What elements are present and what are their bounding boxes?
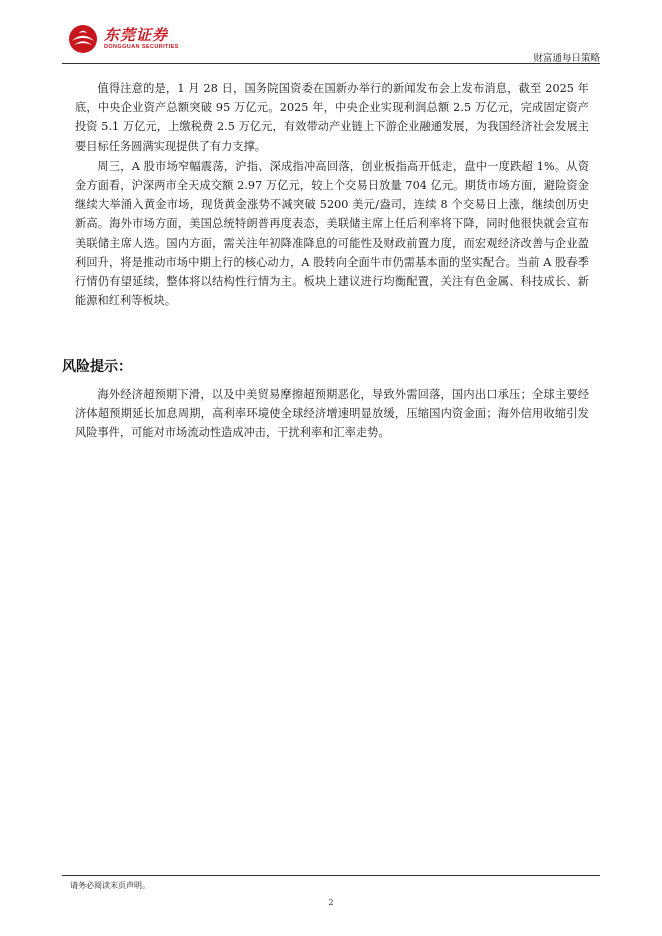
footer-divider — [62, 875, 600, 876]
risk-section-body — [75, 385, 589, 444]
logo-chinese-name: 东莞证券 — [104, 26, 169, 44]
report-title: 财富通每日策略 — [533, 53, 600, 64]
header-divider — [62, 63, 600, 64]
body-paragraph-1: 值得注意的是，1 月 28 日，国务院国资委在国新办举行的新闻发布会上发布消息，截至 2025 年底，中央企业资产总额突破 95 万亿元。2025 年，中央企业实现利润总额 2.5 万亿元，完成固定资产投资 5.1 万亿元，上缴税费 2.5 万亿元，有效带动产业链上下游企业融通发展，为我国经济社会发展主要目标任务圆满实现提供了有力支撑。 — [75, 82, 589, 153]
page-header — [0, 0, 662, 64]
risk-paragraph: 海外经济超预期下滑，以及中美贸易摩擦超预期恶化，导致外需回落，国内出口承压；全球主要经济体超预期延长加息周期，高利率环境使全球经济增速明显放缓，压缩国内资金面；海外信用收缩引发风险事件，可能对市场流动性造成冲击，干扰利率和汇率走势。 — [75, 388, 589, 440]
dongguan-securities-logo-icon — [68, 24, 98, 54]
company-logo — [68, 24, 179, 54]
logo-text-block — [104, 27, 179, 51]
page-number: 2 — [328, 898, 334, 907]
logo-english-name: DONGGUAN SECURITIES — [104, 44, 179, 50]
main-content — [75, 79, 589, 311]
body-paragraph-2: 周三，A 股市场窄幅震荡，沪指、深成指冲高回落，创业板指高开低走，盘中一度跌超 1%。从资金方面看，沪深两市全天成交额 2.97 万亿元，较上个交易日放量 704 亿元。期货市场方面，避险资金继续大举涌入黄金市场，现货黄金涨势不减突破 5200 美元/盎司，连续 8 个交易日上涨，继续创历史新高。海外市场方面，美国总统特朗普再度表态，美联储主席上任后利率将下降，同时他很快就会宣布美联储主席人选。国内方面，需关注年初降准降息的可能性及财政前置力度，而宏观经济改善与企业盈利回升，将是推动市场中期上行的核心动力，A 股转向全面牛市仍需基本面的坚实配合。当前 A 股春季行情仍有望延续，整体将以结构性行情为主。板块上建议进行均衡配置，关注有色金属、科技成长、新能源和红利等板块。 — [75, 159, 589, 308]
footer-disclaimer-note: 请务必阅读末页声明。 — [70, 881, 150, 890]
risk-section-title: 风险提示： — [62, 359, 132, 375]
